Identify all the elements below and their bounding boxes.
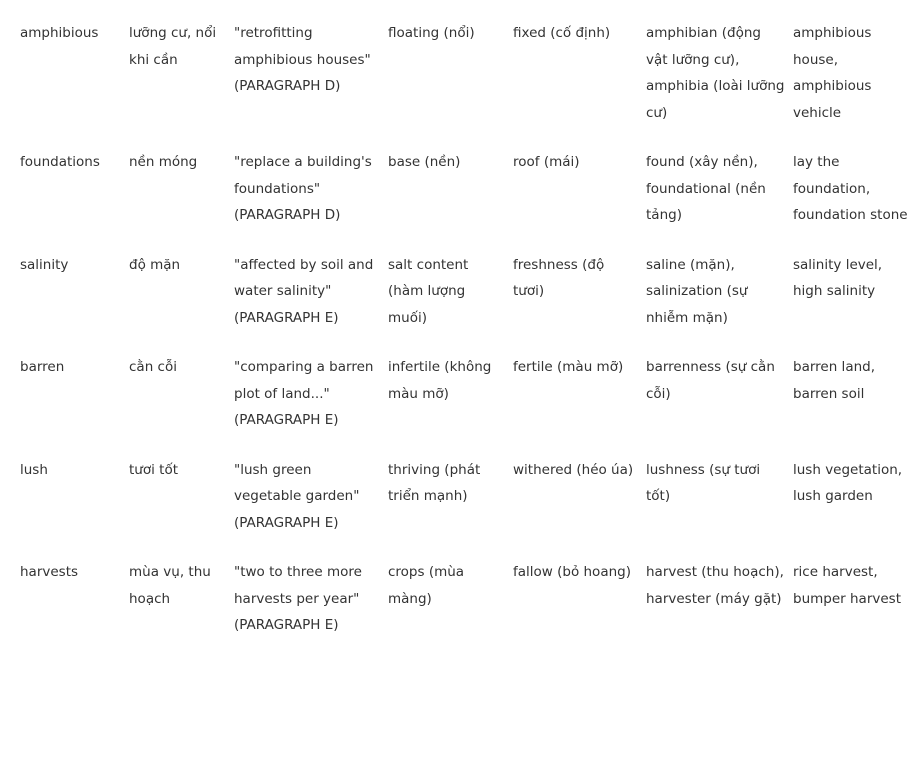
cell-word-family: found (xây nền), foundational (nền tảng)	[646, 154, 766, 223]
table-row	[0, 536, 915, 639]
cell-word: harvests	[20, 564, 79, 580]
cell-word-family: harvest (thu hoạch), harvester (máy gặt)	[646, 564, 784, 607]
cell-synonym: infertile (không màu mỡ)	[388, 359, 492, 402]
cell-collocation: rice harvest, bumper harvest	[793, 564, 901, 607]
cell-meaning: mùa vụ, thu hoạch	[129, 564, 211, 607]
cell-meaning: nền móng	[129, 154, 198, 170]
cell-collocation: barren land, barren soil	[793, 359, 876, 402]
cell-meaning: tươi tốt	[129, 461, 178, 478]
cell-synonym: salt content (hàm lượng muối)	[388, 256, 469, 326]
cell-context: "two to three more harvests per year" (PARAGRAPH E)	[234, 564, 362, 633]
cell-meaning: độ mặn	[129, 256, 181, 273]
cell-context: "replace a building's foundations" (PARAGRAPH D)	[234, 154, 372, 223]
cell-synonym: thriving (phát triển mạnh)	[388, 461, 481, 504]
cell-context: "comparing a barren plot of land..." (PARAGRAPH E)	[234, 359, 374, 428]
cell-meaning: cằn cỗi	[129, 359, 177, 375]
cell-collocation: lay the foundation, foundation stone	[793, 154, 908, 223]
cell-context: "affected by soil and water salinity" (PARAGRAPH E)	[234, 256, 374, 326]
table-row	[0, 229, 915, 332]
cell-word: amphibious	[20, 25, 99, 41]
cell-antonym: fertile (màu mỡ)	[513, 359, 624, 375]
cell-word: barren	[20, 359, 65, 375]
cell-antonym: withered (héo úa)	[513, 461, 634, 478]
cell-word: lush	[20, 461, 48, 478]
cell-word-family: saline (mặn), salinization (sự nhiễm mặn)	[646, 256, 748, 326]
cell-word: foundations	[20, 154, 100, 170]
table-row	[0, 0, 915, 126]
cell-collocation: salinity level, high salinity	[793, 256, 883, 299]
cell-context: "lush green vegetable garden" (PARAGRAPH E)	[234, 461, 360, 531]
cell-word-family: barrenness (sự cằn cỗi)	[646, 359, 775, 402]
table-row	[0, 126, 915, 229]
cell-antonym: fallow (bỏ hoang)	[513, 564, 631, 580]
table-row	[0, 331, 915, 434]
table-row	[0, 434, 915, 537]
cell-antonym: fixed (cố định)	[513, 25, 611, 41]
cell-synonym: crops (mùa màng)	[388, 564, 465, 607]
cell-meaning: lưỡng cư, nổi khi cần	[129, 25, 217, 68]
cell-context: "retrofitting amphibious houses" (PARAGRAPH D)	[234, 25, 371, 94]
cell-word-family: amphibian (động vật lưỡng cư), amphibia (loài lưỡng cư)	[646, 25, 785, 121]
cell-collocation: lush vegetation, lush garden	[793, 461, 903, 504]
cell-synonym: floating (nổi)	[388, 25, 475, 41]
cell-word-family: lushness (sự tươi tốt)	[646, 461, 761, 504]
cell-word: salinity	[20, 256, 69, 273]
cell-synonym: base (nền)	[388, 154, 461, 170]
cell-antonym: roof (mái)	[513, 154, 580, 170]
cell-antonym: freshness (độ tươi)	[513, 256, 605, 299]
cell-collocation: amphibious house, amphibious vehicle	[793, 25, 872, 121]
